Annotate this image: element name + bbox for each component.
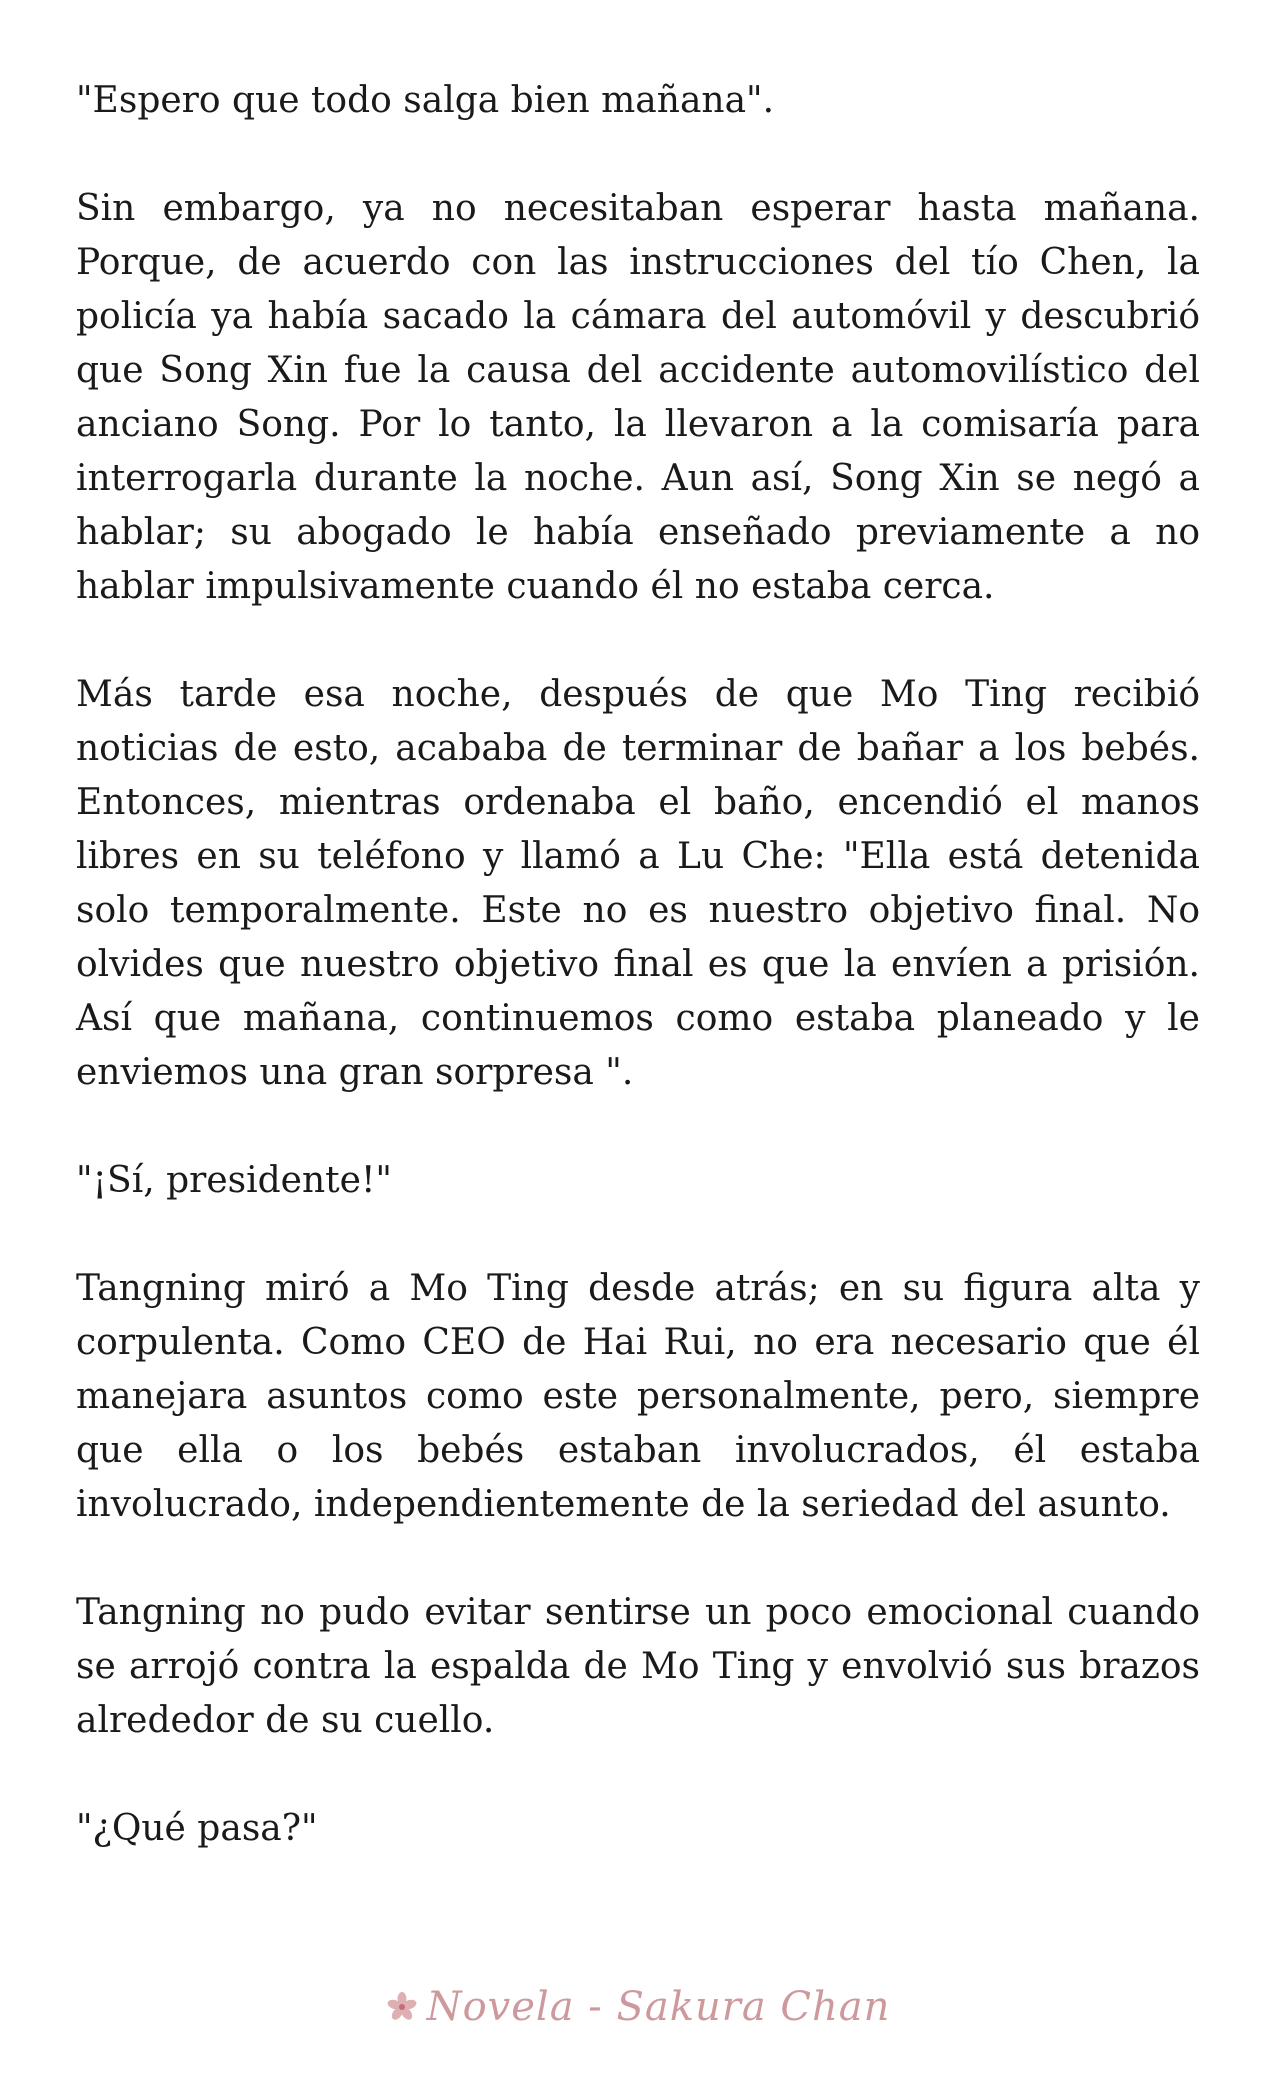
watermark: [0, 1982, 1275, 2032]
watermark-text: Novela - Sakura Chan: [426, 1984, 891, 2030]
sakura-flower-icon: [385, 1990, 419, 2024]
paragraph: Tangning miró a Mo Ting desde atrás; en su figura alta y corpulenta. Como CEO de Hai Rui, no era necesario que él manejara asuntos como este personalmente, pero, siempre que ella o los bebés estaban involucrados, él estaba involucrado, independientemente de la seriedad del asunto.: [76, 1268, 1200, 1525]
paragraph: "¿Qué pasa?": [76, 1808, 318, 1849]
paragraph: Más tarde esa noche, después de que Mo Ting recibió noticias de esto, acababa de terminar de bañar a los bebés. Entonces, mientras ordenaba el baño, encendió el manos libres en su teléfono y llamó a Lu Che: "Ella está detenida solo temporalmente. Este no es nuestro objetivo final. No olvides que nuestro objetivo final es que la envíen a prisión. Así que mañana, continuemos como estaba planeado y le enviemos una gran sorpresa ".: [76, 674, 1200, 1093]
paragraph: "Espero que todo salga bien mañana".: [76, 80, 775, 121]
paragraph: "¡Sí, presidente!": [76, 1160, 392, 1201]
document-body: [76, 74, 1200, 1856]
paragraph: Tangning no pudo evitar sentirse un poco emocional cuando se arrojó contra la espalda de Mo Ting y envolvió sus brazos alrededor de su cuello.: [76, 1592, 1200, 1741]
paragraph: Sin embargo, ya no necesitaban esperar hasta mañana. Porque, de acuerdo con las instrucciones del tío Chen, la policía ya había sacado la cámara del automóvil y descubrió que Song Xin fue la causa del accidente automovilístico del anciano Song. Por lo tanto, la llevaron a la comisaría para interrogarla durante la noche. Aun así, Song Xin se negó a hablar; su abogado le había enseñado previamente a no hablar impulsivamente cuando él no estaba cerca.: [76, 188, 1200, 607]
